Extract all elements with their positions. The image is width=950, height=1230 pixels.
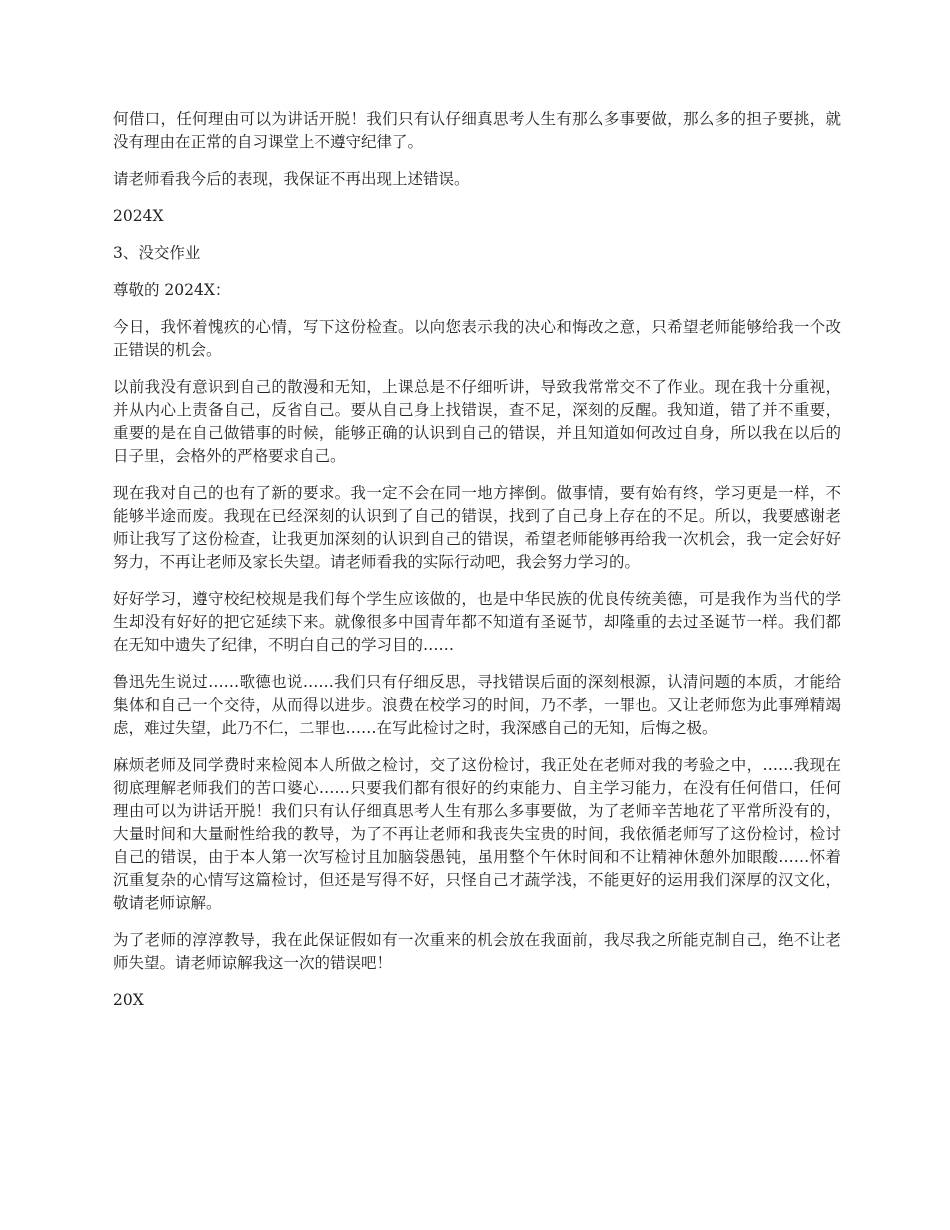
paragraph-12: 为了老师的淳淳教导，我在此保证假如有一次重来的机会放在我面前，我尽我之所能克制自己，绝不让老师失望。请老师谅解我这一次的错误吧！: [113, 931, 841, 972]
date-line-2: 20X: [113, 991, 144, 1009]
paragraph-7: 以前我没有意识到自己的散漫和无知，上课总是不仔细听讲，导致我常常交不了作业。现在我十分重视，并从内心上责备自己，反省自己。要从自己身上找错误，查不足，深刻的反醒。我知道，错了并不重要，重要的是在自己做错事的时候，能够正确的认识到自己的错误，并且知道如何改过自身，所以我在以后的日子里，会格外的严格要求自己。: [113, 378, 841, 465]
paragraph-2: 请老师看我今后的表现，我保证不再出现上述错误。: [113, 170, 470, 188]
paragraph-8: 现在我对自己的也有了新的要求。我一定不会在同一地方摔倒。做事情，要有始有终，学习更是一样，不能够半途而废。我现在已经深刻的认识到了自己的错误，找到了自己身上存在的不足。所以，我要感谢老师让我写了这份检查，让我更加深刻的认识到自己的错误，希望老师能够再给我一次机会，我一定会好好努力，不再让老师及家长失望。请老师看我的实际行动吧，我会努力学习的。: [113, 484, 841, 571]
salutation: 尊敬的 2024X：: [113, 281, 231, 299]
date-line-1: 2024X: [113, 207, 164, 225]
document-page: [113, 108, 841, 1026]
paragraph-1: 何借口，任何理由可以为讲话开脱！我们只有认仔细真思考人生有那么多事要做，那么多的担子要挑，就没有理由在正常的自习课堂上不遵守纪律了。: [113, 110, 841, 151]
paragraph-9: 好好学习，遵守校纪校规是我们每个学生应该做的，也是中华民族的优良传统美德，可是我作为当代的学生却没有好好的把它延续下来。就像很多中国青年都不知道有圣诞节，却隆重的去过圣诞节一样。我们都在无知中遗失了纪律，不明白自己的学习目的……: [113, 590, 841, 654]
paragraph-10: 鲁迅先生说过……歌德也说……我们只有仔细反思，寻找错误后面的深刻根源，认清问题的本质，才能给集体和自己一个交待，从而得以进步。浪费在校学习的时间，乃不孝，一罪也。又让老师您为此事殚精竭虑，难过失望，此乃不仁，二罪也……在写此检讨之时，我深感自己的无知，后悔之极。: [113, 673, 841, 737]
section-heading: 3、没交作业: [113, 244, 201, 262]
paragraph-6: 今日，我怀着愧疚的心情，写下这份检查。以向您表示我的决心和悔改之意，只希望老师能够给我一个改正错误的机会。: [113, 318, 841, 359]
paragraph-11: 麻烦老师及同学费时来检阅本人所做之检讨，交了这份检讨，我正处在老师对我的考验之中，……我现在彻底理解老师我们的苦口婆心……只要我们都有很好的约束能力、自主学习能力，在没有任何借口，任何理由可以为讲话开脱！我们只有认仔细真思考人生有那么多事要做，为了老师辛苦地花了平常所没有的，大量时间和大量耐性给我的教导，为了不再让老师和我丧失宝贵的时间，我依循老师写了这份检讨，检讨自己的错误，由于本人第一次写检讨且加脑袋愚钝，虽用整个午休时间和不让精神休憩外加眼酸……怀着沉重复杂的心情写这篇检讨，但还是写得不好，只怪自己才蔬学浅，不能更好的运用我们深厚的汉文化，敬请老师谅解。: [113, 756, 841, 912]
